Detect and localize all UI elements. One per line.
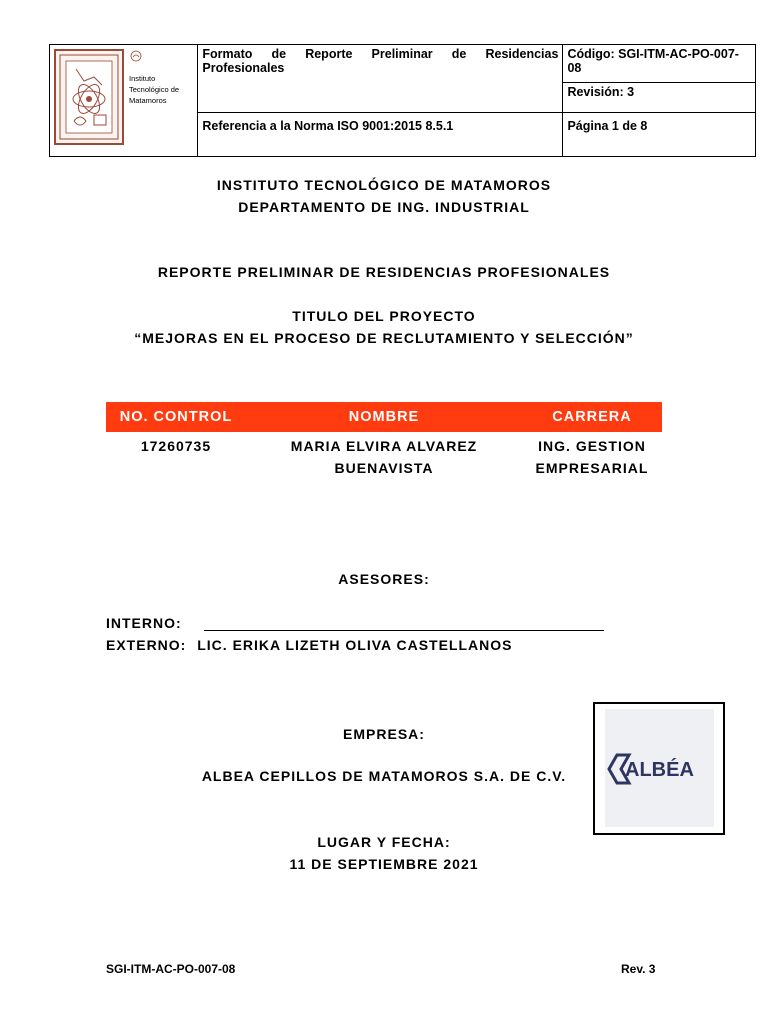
advisors-label: ASESORES: (338, 571, 430, 587)
document-code: Código: SGI-ITM-AC-PO-007-08 (563, 45, 756, 83)
control-number: 17260735 (140, 438, 212, 454)
institute-seal-icon (54, 49, 124, 145)
header-name: NOMBRE (246, 402, 522, 432)
company-name: ALBEA CEPILLOS DE MATAMOROS S.A. DE C.V. (201, 768, 567, 784)
institute-logo-text (129, 73, 195, 106)
logo-text-line: Tecnológico de (129, 85, 180, 94)
svg-text:ALBÉA: ALBÉA (625, 759, 694, 781)
format-title: Formato de Reporte Preliminar de Residencias Profesionales (198, 45, 563, 113)
company-logo-box (593, 702, 725, 835)
document-header-table (49, 44, 756, 157)
external-advisor-name: LIC. ERIKA LIZETH OLIVA CASTELLANOS (197, 637, 513, 653)
career (522, 432, 662, 480)
student-table (106, 402, 662, 480)
external-advisor-label: EXTERNO: (106, 637, 187, 653)
student-name-line: BUENAVISTA (334, 460, 434, 476)
company-label: EMPRESA: (343, 726, 425, 742)
internal-advisor-label: INTERNO: (106, 615, 182, 631)
norm-reference: Referencia a la Norma ISO 9001:2015 8.5.1 (198, 113, 563, 157)
institution-name: INSTITUTO TECNOLÓGICO DE MATAMOROS (216, 177, 552, 193)
logo-text-line: Matamoros (129, 96, 167, 105)
department-name: DEPARTAMENTO DE ING. INDUSTRIAL (238, 199, 530, 215)
project-label: TITULO DEL PROYECTO (292, 308, 476, 324)
footer-revision: Rev. 3 (621, 962, 656, 976)
revision: Revisión: 3 (563, 83, 756, 113)
report-title: REPORTE PRELIMINAR DE RESIDENCIAS PROFESIONALES (157, 264, 611, 280)
student-name-line: MARIA ELVIRA ALVAREZ (290, 438, 478, 454)
logo-cell (50, 45, 198, 157)
header-control: NO. CONTROL (106, 402, 246, 432)
career-line: EMPRESARIAL (535, 460, 649, 476)
external-advisor (106, 637, 513, 653)
project-title: “MEJORAS EN EL PROCESO DE RECLUTAMIENTO Y SELECCIÓN” (134, 330, 634, 346)
small-emblem-icon (130, 50, 142, 62)
place-date-value: 11 DE SEPTIEMBRE 2021 (289, 856, 479, 872)
internal-advisor-blank-line (204, 630, 604, 631)
table-row (106, 432, 662, 480)
albea-logo (605, 709, 714, 827)
student-name (246, 432, 522, 480)
footer-code: SGI-ITM-AC-PO-007-08 (106, 962, 236, 976)
career-line: ING. GESTION (538, 438, 646, 454)
albea-logo-icon (605, 709, 714, 827)
place-date-label: LUGAR Y FECHA: (317, 834, 451, 850)
logo-text-line: Instituto (129, 74, 156, 83)
header-career: CARRERA (522, 402, 662, 432)
page-number: Página 1 de 8 (563, 113, 756, 157)
